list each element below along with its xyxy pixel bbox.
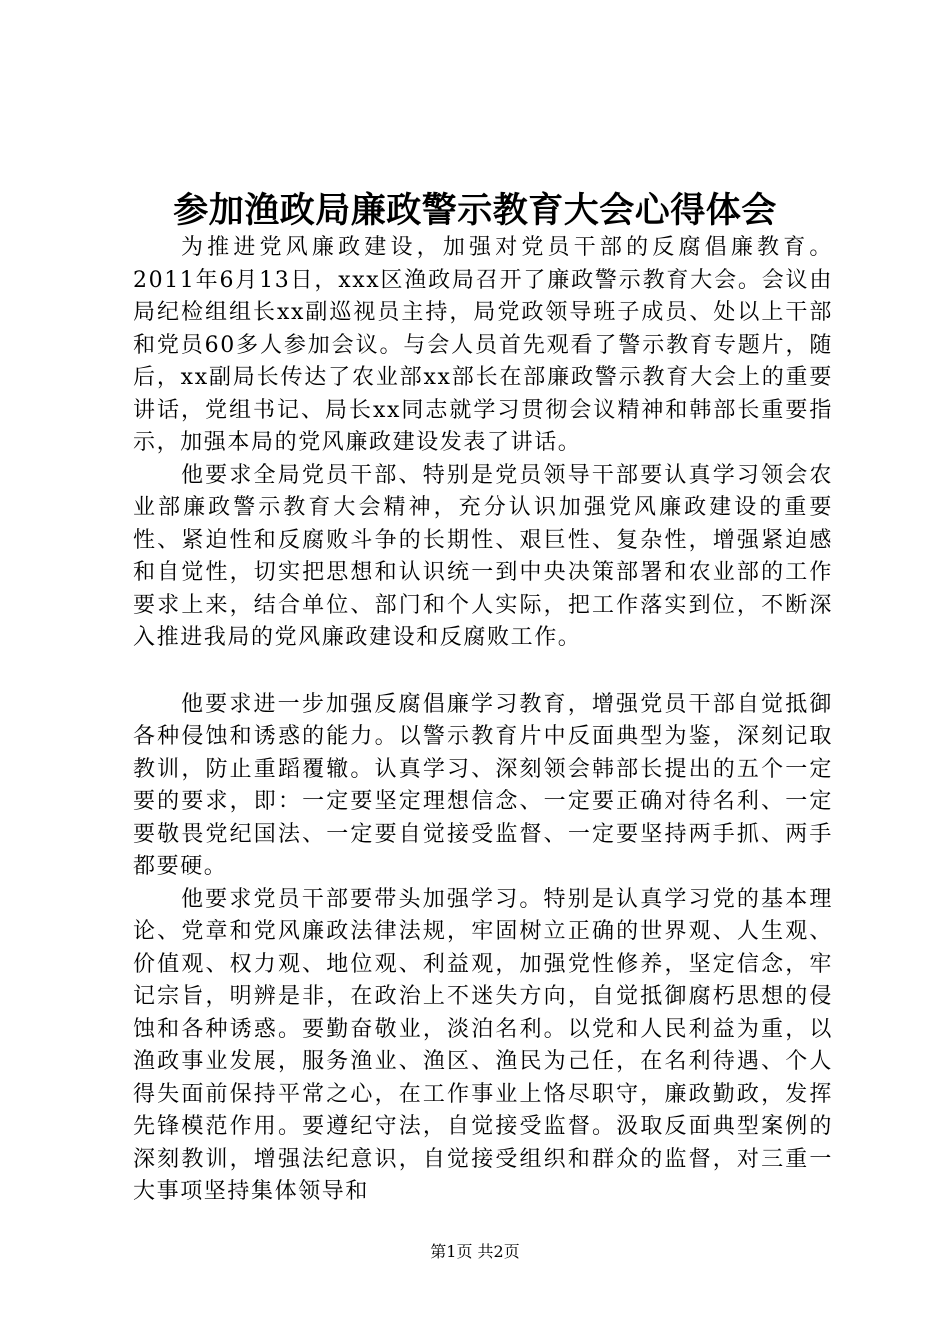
- paragraph-lead-by-example: 他要求党员干部要带头加强学习。特别是认真学习党的基本理论、党章和党风廉政法律法规，牢固树立正确的世界观、人生观、价值观、权力观、地位观、利益观，加强党性修养，坚定信念，牢记宗旨，明辨是非，在政治上不迷失方向，自觉抵御腐朽思想的侵蚀和各种诱惑。要勤奋敬业，淡泊名利。以党和人民利益为重，以渔政事业发展，服务渔业、渔区、渔民为己任，在名利待遇、个人得失面前保持平常之心，在工作事业上恪尽职守，廉政勤政，发挥先锋模范作用。要遵纪守法，自觉接受监督。汲取反面典型案例的深刻教训，增强法纪意识，自觉接受组织和群众的监督，对三重一大事项坚持集体领导和: [133, 886, 833, 1204]
- paragraph-intro: 为推进党风廉政建设，加强对党员干部的反腐倡廉教育。2011年6月13日，xxx区渔政局召开了廉政警示教育大会。会议由局纪检组组长xx副巡视员主持，局党政领导班子成员、处以上干部和党员60多人参加会议。与会人员首先观看了警示教育专题片，随后，xx副局长传达了农业部xx部长在部廉政警示教育大会上的重要讲话，党组书记、局长xx同志就学习贯彻会议精神和韩部长重要指示，加强本局的党风廉政建设发表了讲话。: [133, 235, 833, 455]
- page-number-footer: 第1页 共2页: [430, 1242, 520, 1261]
- paragraph-anti-corruption-education: 他要求进一步加强反腐倡廉学习教育，增强党员干部自觉抵御各种侵蚀和诱惑的能力。以警示教育片中反面典型为鉴，深刻记取教训，防止重蹈覆辙。认真学习、深刻领会韩部长提出的五个一定要的要求，即：一定要坚定理想信念、一定要正确对待名利、一定要敬畏党纪国法、一定要自觉接受监督、一定要坚持两手抓、两手都要硬。: [133, 691, 833, 879]
- document-title: 参加渔政局廉政警示教育大会心得体会: [173, 190, 777, 231]
- paragraph-study-requirement: 他要求全局党员干部、特别是党员领导干部要认真学习领会农业部廉政警示教育大会精神，充分认识加强党风廉政建设的重要性、紧迫性和反腐败斗争的长期性、艰巨性、复杂性，增强紧迫感和自觉性，切实把思想和认识统一到中央决策部署和农业部的工作要求上来，结合单位、部门和个人实际，把工作落实到位，不断深入推进我局的党风廉政建设和反腐败工作。: [133, 462, 833, 650]
- document-body: [133, 232, 833, 1209]
